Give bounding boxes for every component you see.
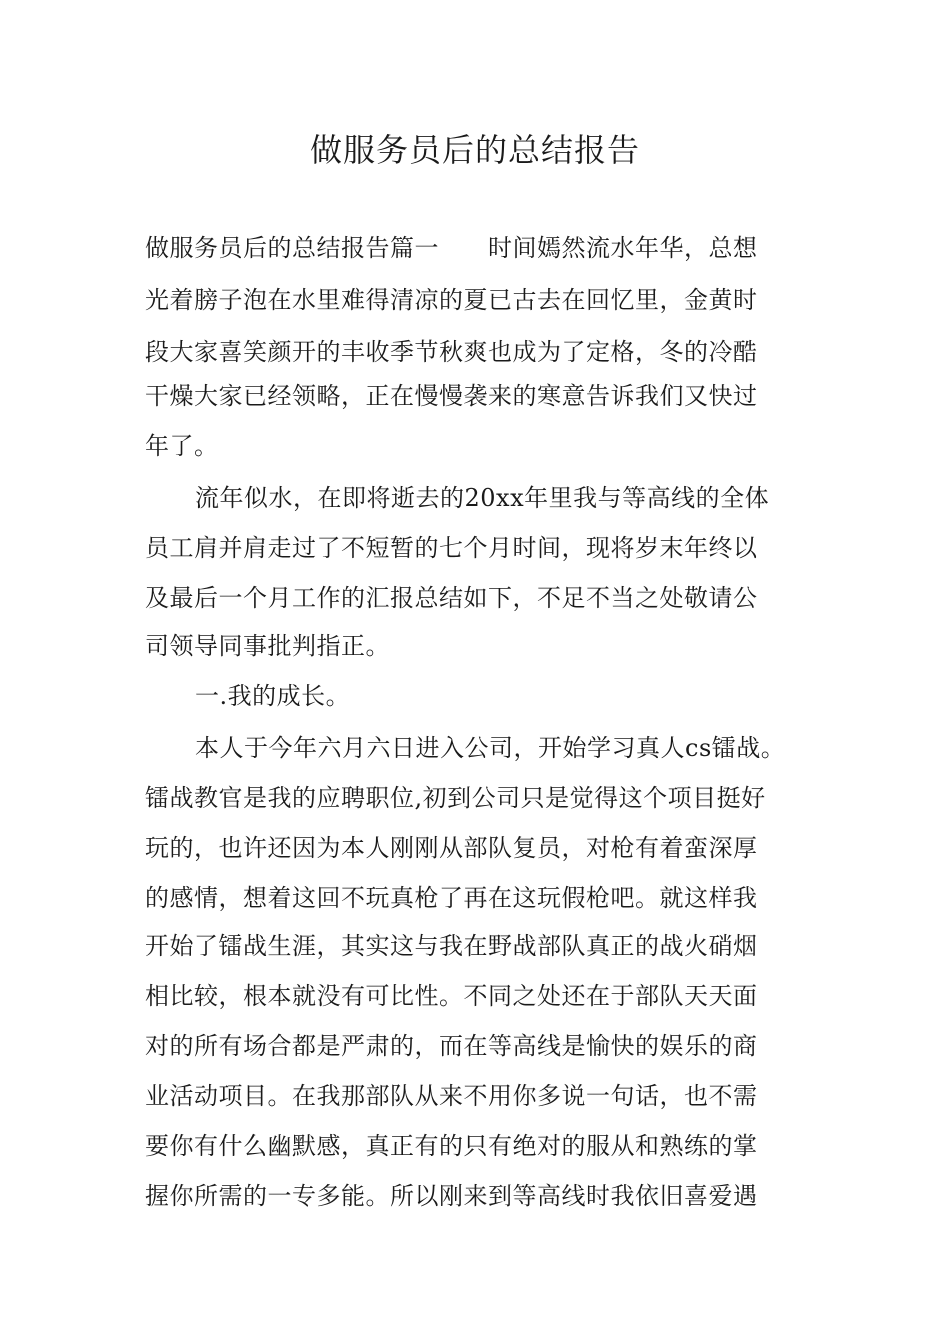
paragraph-line: 段大家喜笑颜开的丰收季节秋爽也成为了定格，冬的冷酷 <box>145 338 758 366</box>
paragraph-line: 镭战教官是我的应聘职位,初到公司只是觉得这个项目挺好 <box>145 784 766 812</box>
paragraph-line: 开始了镭战生涯，其实这与我在野战部队真正的战火硝烟 <box>145 932 758 960</box>
paragraph-line: 本人于今年六月六日进入公司，开始学习真人cs镭战。 <box>195 734 786 762</box>
paragraph-line: 玩的，也许还因为本人刚刚从部队复员，对枪有着蛮深厚 <box>145 834 758 862</box>
paragraph-line: 年了。 <box>145 432 219 460</box>
paragraph-line: 做服务员后的总结报告篇一 时间嫣然流水年华，总想 <box>145 234 758 262</box>
paragraph-line: 干燥大家已经领略，正在慢慢袭来的寒意告诉我们又快过 <box>145 382 758 410</box>
paragraph-line: 的感情，想着这回不玩真枪了再在这玩假枪吧。就这样我 <box>145 884 758 912</box>
paragraph-line: 业活动项目。在我那部队从来不用你多说一句话，也不需 <box>145 1082 758 1110</box>
paragraph-line: 员工肩并肩走过了不短暂的七个月时间，现将岁末年终以 <box>145 534 758 562</box>
section-heading: 一.我的成长。 <box>195 682 351 710</box>
document-title: 做服务员后的总结报告 <box>309 131 640 169</box>
paragraph-line: 光着膀子泡在水里难得清凉的夏已古去在回忆里，金黄时 <box>145 286 758 314</box>
paragraph-line: 对的所有场合都是严肃的，而在等高线是愉快的娱乐的商 <box>145 1032 758 1060</box>
paragraph-line: 司领导同事批判指正。 <box>145 632 390 660</box>
paragraph-line: 要你有什么幽默感，真正有的只有绝对的服从和熟练的掌 <box>145 1132 758 1160</box>
paragraph-line: 及最后一个月工作的汇报总结如下，不足不当之处敬请公 <box>145 584 758 612</box>
paragraph-line: 流年似水，在即将逝去的20xx年里我与等高线的全体 <box>195 484 770 512</box>
paragraph-line: 握你所需的一专多能。所以刚来到等高线时我依旧喜爱遇 <box>145 1182 758 1210</box>
paragraph-line: 相比较，根本就没有可比性。不同之处还在于部队天天面 <box>145 982 758 1010</box>
